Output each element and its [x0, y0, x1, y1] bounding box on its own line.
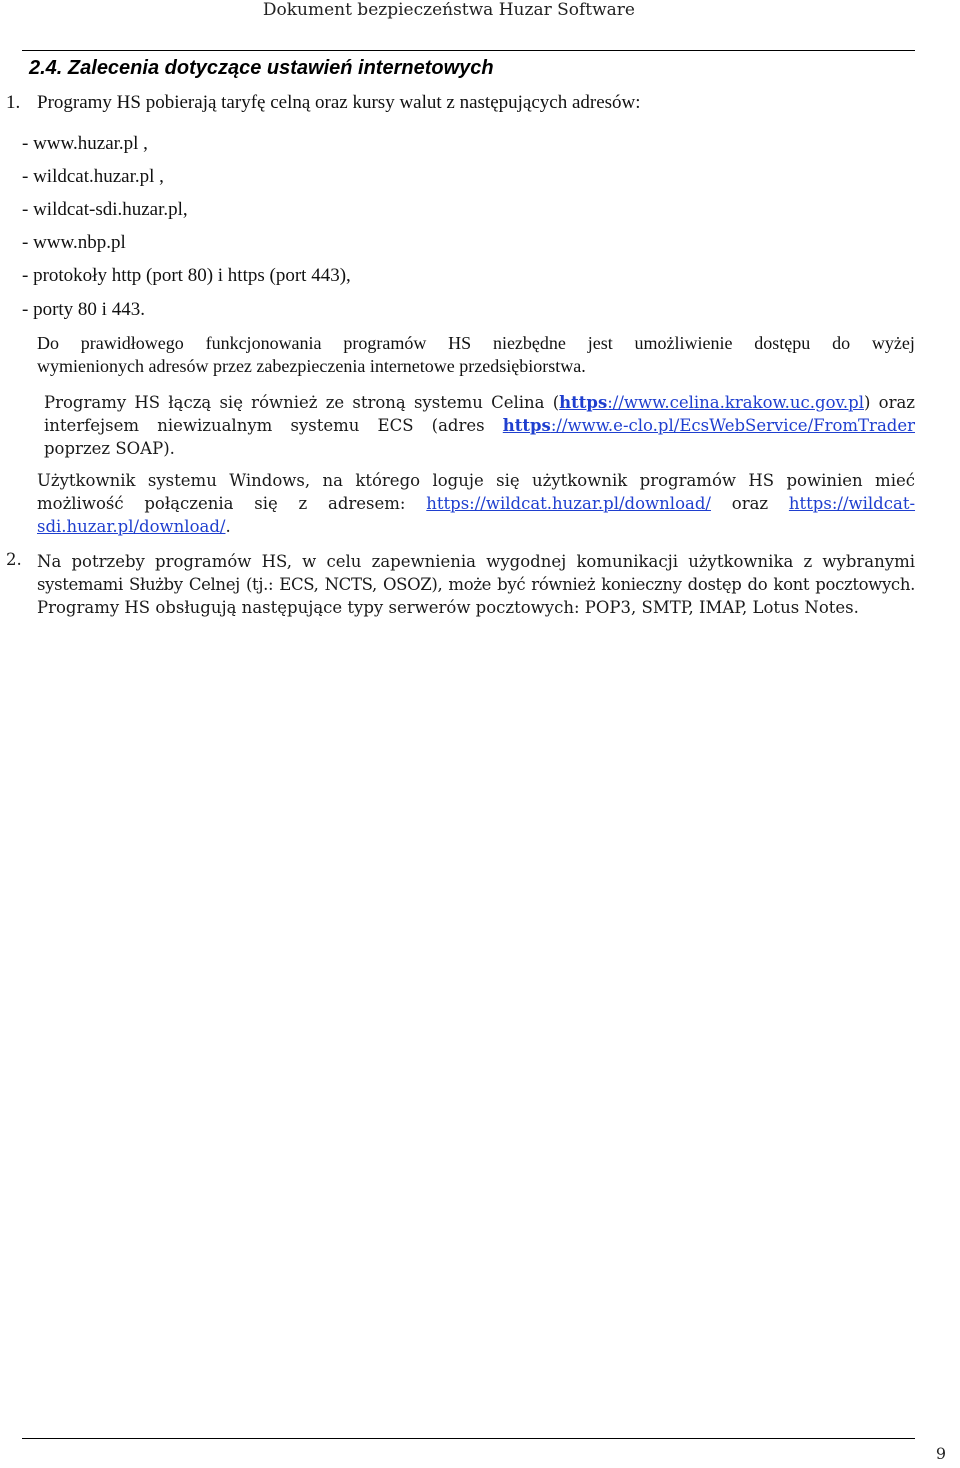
- header-divider: [22, 50, 915, 51]
- item-2-number: 2.: [6, 550, 22, 569]
- link-bold: https: [559, 393, 608, 412]
- windows-line-2: [37, 492, 915, 515]
- word: prawidłowego: [80, 333, 184, 353]
- link-bold: https: [502, 416, 551, 435]
- word: niezbędne: [492, 333, 566, 353]
- document-header: Dokument bezpieczeństwa Huzar Software: [262, 0, 635, 20]
- word: programów: [343, 333, 427, 353]
- word: HS: [448, 333, 472, 353]
- item-1-intro: Programy HS pobierają taryfę celną oraz kursy walut z następujących adresów:: [37, 92, 641, 113]
- word: funkcjonowania: [205, 333, 322, 353]
- protocols-line: - protokoły http (port 80) i https (port 443),: [22, 265, 351, 286]
- mail-line-3: Programy HS obsługują następujące typy serwerów pocztowych: POP3, SMTP, IMAP, Lotus Notes.: [37, 598, 859, 617]
- soap-line: poprzez SOAP).: [44, 439, 175, 458]
- link-rest: ://www.celina.krakow.uc.gov.pl: [607, 393, 864, 412]
- footer-divider: [22, 1438, 915, 1439]
- address-3: - wildcat-sdi.huzar.pl,: [22, 199, 188, 220]
- mail-line-2: systemami Służby Celnej (tj.: ECS, NCTS, OSOZ), może być również konieczny dostęp do kont pocztowych.: [37, 575, 915, 594]
- word: Do: [37, 333, 59, 353]
- download-link-1[interactable]: https://wildcat.huzar.pl/download/: [426, 494, 711, 513]
- windows-line-1: Użytkownik systemu Windows, na którego loguje się użytkownik programów HS powinien mieć: [37, 471, 915, 490]
- text: interfejsem niewizualnym systemu ECS (adres: [44, 416, 485, 435]
- paragraph-access-line-2: wymienionych adresów przez zabezpieczenia internetowe przedsiębiorstwa.: [37, 356, 586, 376]
- download-link-2-part-b[interactable]: sdi.huzar.pl/download/: [37, 517, 226, 536]
- address-2: - wildcat.huzar.pl ,: [22, 166, 164, 187]
- text: ) oraz: [863, 393, 915, 412]
- celina-line-1: [44, 391, 915, 414]
- address-4: - www.nbp.pl: [22, 232, 126, 253]
- download-link-2-part-a[interactable]: https://wildcat-: [788, 494, 916, 513]
- address-1: - www.huzar.pl ,: [22, 133, 148, 154]
- word: umożliwienie: [634, 333, 733, 353]
- word: jest: [587, 333, 613, 353]
- section-title: 2.4. Zalecenia dotyczące ustawień internetowych: [29, 57, 494, 79]
- windows-line-3: [37, 515, 915, 538]
- paragraph-windows-user: [37, 469, 915, 538]
- word: wyżej: [871, 333, 915, 353]
- mail-line-1: Na potrzeby programów HS, w celu zapewnienia wygodnej komunikacji użytkownika z wybranymi: [37, 552, 915, 571]
- ecs-link[interactable]: [503, 416, 915, 435]
- ports-line: - porty 80 i 443.: [22, 299, 145, 320]
- celina-link[interactable]: [559, 393, 864, 412]
- paragraph-mail: [37, 550, 915, 619]
- link-rest: ://www.e-clo.pl/EcsWebService/FromTrader: [550, 416, 915, 435]
- text: .: [225, 517, 231, 536]
- word: dostępu: [754, 333, 811, 353]
- page-number: 9: [935, 1444, 946, 1463]
- text: oraz: [731, 494, 769, 513]
- text: Programy HS łączą się również ze stroną systemu Celina (: [44, 393, 560, 412]
- item-1-number: 1.: [6, 92, 21, 113]
- paragraph-celina: [44, 391, 915, 460]
- paragraph-access-line-1: [37, 333, 915, 354]
- ecs-line: [44, 414, 915, 437]
- word: do: [832, 333, 851, 353]
- text: możliwość połączenia się z adresem:: [37, 494, 406, 513]
